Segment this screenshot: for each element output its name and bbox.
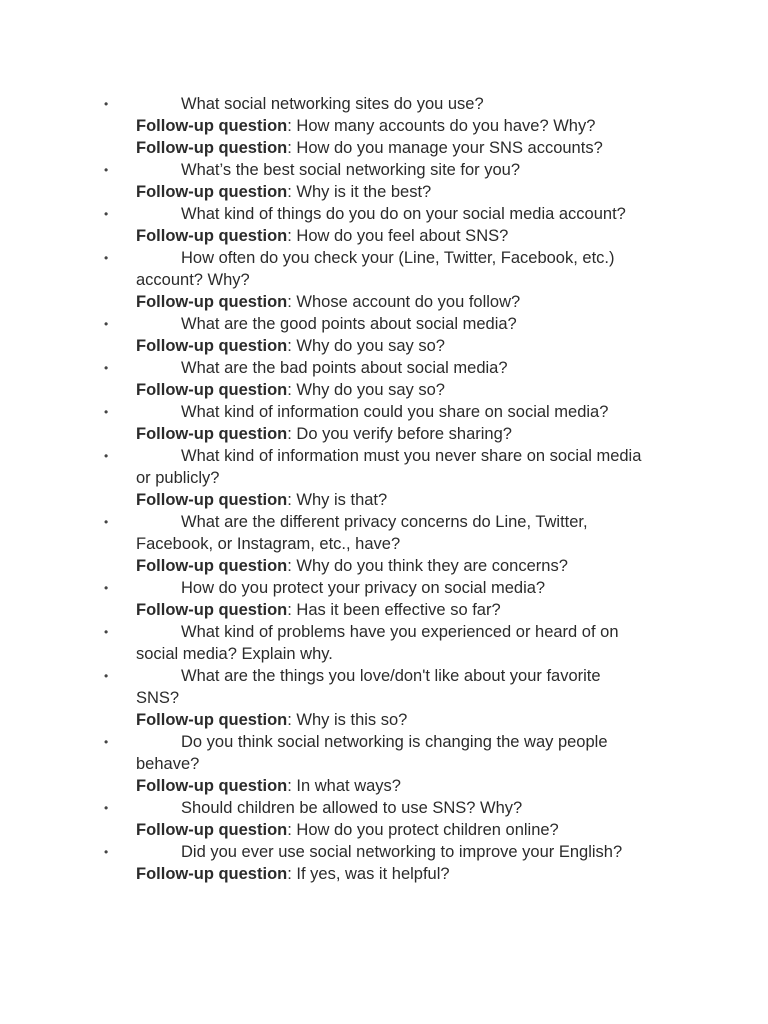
question-continuation-line (0, 643, 768, 665)
question-text: What are the different privacy concerns do Line, Twitter, (181, 513, 588, 531)
question-line (0, 841, 768, 863)
followup-text: Has it been effective so far? (296, 601, 501, 619)
followup-line: Follow-up question: Why is that? (136, 491, 388, 509)
question-text: What social networking sites do you use? (181, 95, 484, 113)
followup-text: How do you protect children online? (296, 821, 559, 839)
question-line (0, 797, 768, 819)
question-continuation-line (0, 753, 768, 775)
question-text: What kind of problems have you experienced or heard of on (181, 623, 619, 641)
followup-label: Follow-up question (136, 821, 288, 839)
question-line (0, 731, 768, 753)
followup-text: Whose account do you follow? (296, 293, 521, 311)
followup-line: Follow-up question: How do you protect children online? (136, 821, 559, 839)
question-text: Facebook, or Instagram, etc., have? (136, 535, 401, 553)
followup-label: Follow-up question (136, 227, 288, 245)
question-text: social media? Explain why. (136, 645, 333, 663)
followup-label: Follow-up question (136, 337, 288, 355)
question-text: What kind of information could you share on social media? (181, 403, 609, 421)
bullet-icon: • (104, 405, 109, 419)
question-line (0, 357, 768, 379)
followup-label: Follow-up question (136, 557, 288, 575)
followup-label: Follow-up question (136, 601, 288, 619)
question-text: Should children be allowed to use SNS? Why? (181, 799, 523, 817)
followup-line: Follow-up question: Why do you say so? (136, 337, 445, 355)
followup-text: How many accounts do you have? Why? (296, 117, 596, 135)
followup-text: If yes, was it helpful? (296, 865, 450, 883)
question-text: account? Why? (136, 271, 250, 289)
followup-label: Follow-up question (136, 491, 288, 509)
question-line (0, 445, 768, 467)
question-text: Did you ever use social networking to improve your English? (181, 843, 623, 861)
question-line (0, 577, 768, 599)
bullet-icon: • (104, 251, 109, 265)
followup-text: Do you verify before sharing? (296, 425, 512, 443)
followup-text: Why do you say so? (296, 337, 445, 355)
bullet-icon: • (104, 845, 109, 859)
followup-line: Follow-up question: How do you feel about SNS? (136, 227, 509, 245)
followup-line: Follow-up question: If yes, was it helpful? (136, 865, 450, 883)
followup-line: Follow-up question: Whose account do you follow? (136, 293, 521, 311)
followup-label: Follow-up question (136, 711, 288, 729)
question-text: What’s the best social networking site for you? (181, 161, 521, 179)
bullet-icon: • (104, 735, 109, 749)
question-line (0, 665, 768, 687)
followup-text: In what ways? (296, 777, 401, 795)
question-continuation-line (0, 687, 768, 709)
question-text: behave? (136, 755, 200, 773)
followup-line: Follow-up question: How many accounts do you have? Why? (136, 117, 596, 135)
question-text: or publicly? (136, 469, 220, 487)
question-line (0, 511, 768, 533)
bullet-icon: • (104, 361, 109, 375)
question-line (0, 313, 768, 335)
bullet-icon: • (104, 207, 109, 221)
question-continuation-line (0, 533, 768, 555)
followup-line: Follow-up question: Why do you say so? (136, 381, 445, 399)
question-line (0, 203, 768, 225)
bullet-icon: • (104, 581, 109, 595)
followup-line: Follow-up question: Why is this so? (136, 711, 408, 729)
followup-line: Follow-up question: Do you verify before sharing? (136, 425, 512, 443)
followup-label: Follow-up question (136, 425, 288, 443)
followup-text: Why do you say so? (296, 381, 445, 399)
followup-text: Why is it the best? (296, 183, 432, 201)
followup-text: How do you feel about SNS? (296, 227, 509, 245)
question-text: Do you think social networking is changing the way people (181, 733, 608, 751)
bullet-icon: • (104, 97, 109, 111)
followup-text: How do you manage your SNS accounts? (296, 139, 603, 157)
question-text: How often do you check your (Line, Twitter, Facebook, etc.) (181, 249, 615, 267)
followup-label: Follow-up question (136, 381, 288, 399)
question-text: What kind of information must you never share on social media (181, 447, 642, 465)
bullet-icon: • (104, 515, 109, 529)
bullet-icon: • (104, 317, 109, 331)
followup-text: Why is that? (296, 491, 388, 509)
question-text: What are the good points about social media? (181, 315, 517, 333)
followup-text: Why is this so? (296, 711, 408, 729)
question-line (0, 401, 768, 423)
question-text: What kind of things do you do on your social media account? (181, 205, 626, 223)
question-line (0, 247, 768, 269)
bullet-icon: • (104, 625, 109, 639)
followup-line: Follow-up question: Why do you think they are concerns? (136, 557, 568, 575)
followup-label: Follow-up question (136, 117, 288, 135)
followup-line: Follow-up question: Why is it the best? (136, 183, 432, 201)
followup-line: Follow-up question: How do you manage your SNS accounts? (136, 139, 603, 157)
followup-label: Follow-up question (136, 293, 288, 311)
followup-label: Follow-up question (136, 865, 288, 883)
followup-line: Follow-up question: Has it been effective so far? (136, 601, 501, 619)
followup-text: Why do you think they are concerns? (296, 557, 568, 575)
question-line (0, 93, 768, 115)
bullet-icon: • (104, 669, 109, 683)
question-text: What are the things you love/don't like about your favorite (181, 667, 601, 685)
followup-label: Follow-up question (136, 139, 288, 157)
question-line (0, 621, 768, 643)
followup-line: Follow-up question: In what ways? (136, 777, 401, 795)
question-line (0, 159, 768, 181)
question-list (0, 93, 768, 885)
followup-label: Follow-up question (136, 183, 288, 201)
bullet-icon: • (104, 449, 109, 463)
bullet-icon: • (104, 163, 109, 177)
question-text: What are the bad points about social media? (181, 359, 508, 377)
followup-label: Follow-up question (136, 777, 288, 795)
question-continuation-line (0, 467, 768, 489)
question-text: How do you protect your privacy on social media? (181, 579, 546, 597)
bullet-icon: • (104, 801, 109, 815)
question-text: SNS? (136, 689, 180, 707)
question-continuation-line (0, 269, 768, 291)
